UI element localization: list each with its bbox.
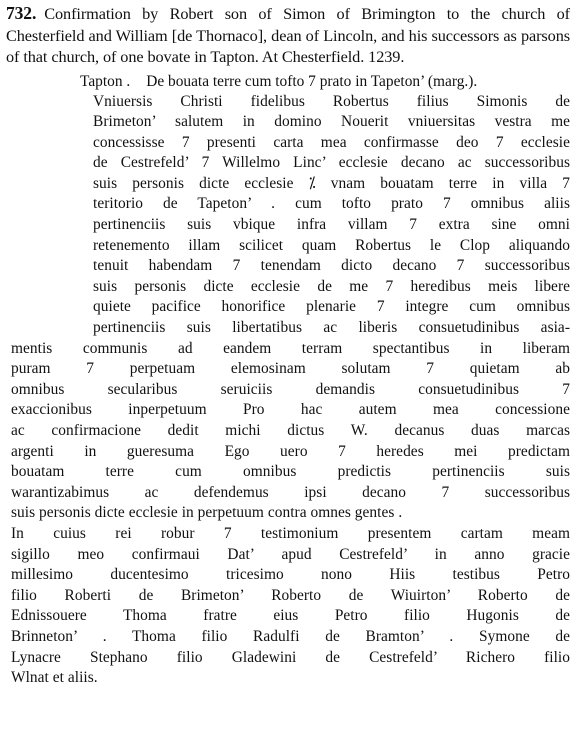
charter-line: filio Roberti de Brimeton’ Roberto de Wiuirton’ Roberto de (11, 586, 570, 604)
charter-text-continued (11, 339, 570, 524)
charter-line: de Cestrefeld’ 7 Willelmo Linc’ ecclesie decano ac successoribus (93, 154, 570, 172)
charter-line: omnibus secularibus seruiciis demandis consuetudinibus 7 (11, 380, 570, 398)
charter-line: concessisse 7 presenti carta mea confirmasse deo 7 ecclesie (93, 133, 570, 151)
marginal-text: De bouata terre cum tofto 7 prato in Tapeton’ (marg.). (146, 72, 478, 90)
charter-line: pertinenciis suis libertatibus ac liberis consuetudinibus asia- (93, 319, 570, 337)
charter-line: suis personis dicte ecclesie ⁒ vnam bouatam terre in villa 7 (93, 174, 570, 192)
entry-summary: Confirmation by Robert son of Simon of Brimington to the church of Chesterfield and William [de Thornaco], dean of Lincoln, and his successors as parsons of that church, of one bovate in Tapton. At Chesterfield. 1239. (6, 4, 570, 66)
charter-text-indented (80, 92, 570, 339)
charter-line: suis personis dicte ecclesie de me 7 heredibus meis libere (93, 277, 570, 295)
charter-line: teritorio de Tapeton’ . cum tofto prato 7 omnibus aliis (93, 195, 570, 213)
charter-line: suis personis dicte ecclesie in perpetuum contra omnes gentes . (11, 504, 403, 522)
charter-line: puram 7 perpetuam elemosinam solutam 7 quietam ab (11, 360, 570, 378)
charter-line: quiete pacifice honorifice plenarie 7 integre cum omnibus (93, 298, 570, 316)
charter-line: pertinenciis suis vbique infra villam 7 extra sine omni (93, 216, 570, 234)
charter-line: ac confirmacione dedit michi dictus W. decanus duas marcas (11, 422, 570, 439)
charter-line: Ednissouere Thoma fratre eius Petro filio Hugonis de (11, 607, 570, 625)
charter-line: Wlnat et aliis. (11, 669, 98, 687)
charter-line: Vniuersis Christi fidelibus Robertus filius Simonis de (93, 92, 570, 110)
charter-line: argenti in gueresuma Ego uero 7 heredes mei predictam (11, 442, 570, 460)
charter-line: warantizabimus ac defendemus ipsi decano 7 successoribus (11, 483, 570, 501)
entry-heading (6, 3, 570, 68)
marginal-place: Tapton . (80, 72, 131, 90)
marginal-note (80, 72, 570, 92)
charter-line: Lynacre Stephano filio Gladewini de Cestrefeld’ Richero filio (11, 648, 570, 666)
charter-line: retenemento illam scilicet quam Robertus le Clop aliquando (93, 236, 570, 254)
entry-number: 732. (6, 3, 37, 23)
charter-text-witnesses (11, 524, 570, 689)
charter-line: sigillo meo confirmaui Dat’ apud Cestrefeld’ in anno gracie (11, 545, 570, 563)
charter-line: Brimeton’ salutem in domino Nouerit vniuersitas vestra me (93, 113, 570, 131)
charter-line: Brinneton’ . Thoma filio Radulfi de Bramton’ . Symone de (11, 627, 570, 645)
charter-line: millesimo ducentesimo tricesimo nono Hiis testibus Petro (11, 566, 570, 584)
charter-line: tenuit habendam 7 tenendam dicto decano 7 successoribus (93, 257, 570, 275)
charter-line: bouatam terre cum omnibus predictis pertinenciis suis (11, 463, 570, 481)
charter-line: mentis communis ad eandem terram spectantibus in liberam (11, 339, 570, 357)
charter-line: In cuius rei robur 7 testimonium presentem cartam meam (11, 524, 570, 542)
charter-line: exaccionibus inperpetuum Pro hac autem mea concessione (11, 401, 570, 419)
